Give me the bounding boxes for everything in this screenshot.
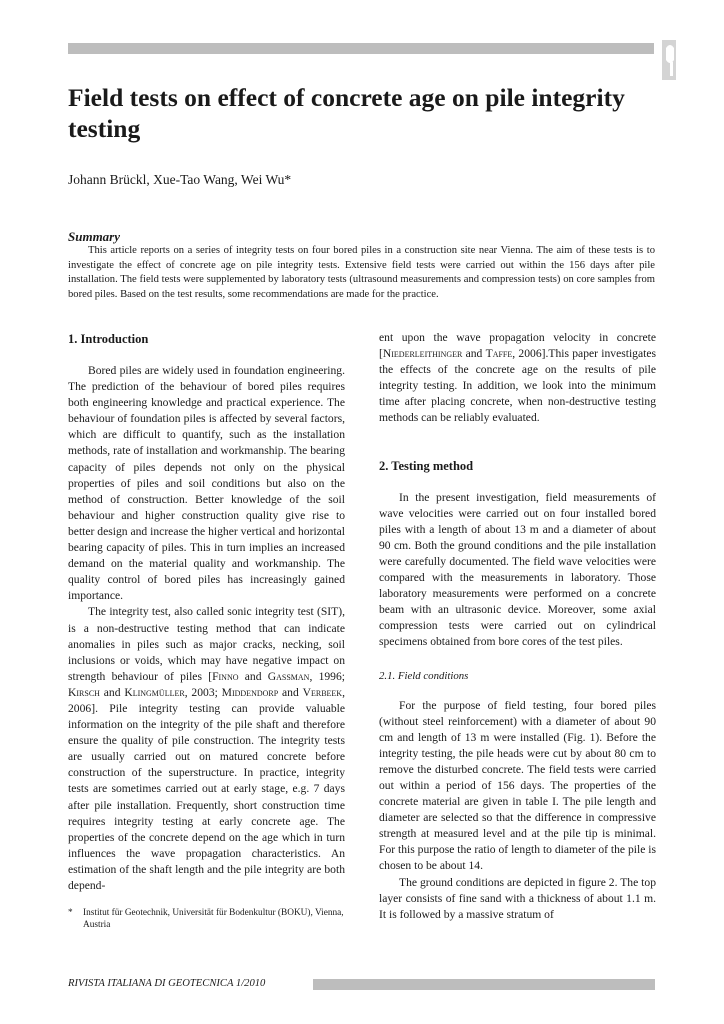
author-list: Johann Brückl, Xue-Tao Wang, Wei Wu* — [68, 172, 292, 187]
footnote-text: Institut für Geotechnik, Universität für Bodenkultur (BOKU), Vienna, Austria — [83, 908, 344, 931]
citation-author: Kirsch — [68, 685, 100, 699]
testing-paragraph-3: The ground conditions are depicted in figure 2. The top layer consists of fine sand with a thickness of about 1.1 m. It is followed by a massive stratum of — [379, 875, 656, 921]
footnote — [68, 907, 348, 932]
citation-author: Taffe — [485, 347, 513, 361]
header-decorative-bar — [68, 43, 654, 54]
article-title: Field tests on effect of concrete age on pile integrity testing — [68, 83, 625, 143]
section-heading-testing-method: 2. Testing method — [379, 458, 474, 473]
summary-text: This article reports on a series of integrity tests on four bored piles in a construction site near Vienna. The aim of these tests is to investigate the effect of concrete age on pile integrity tests. Extensive field tests were carried out within the 156 days after pile installation. The field tests were supplemented by laboratory tests (ultrasound measurements and compression tests) on core samples from bored piles. Based on the test results, some recommendations are made for the practice. — [68, 245, 655, 300]
right-column — [379, 330, 656, 923]
left-column — [68, 330, 345, 894]
intro-paragraph-1: Bored piles are widely used in foundation engineering. The prediction of the behaviour of bored piles requires both engineering knowledge and practical experience. The behaviour of foundation piles is affected by several factors, which are difficult to quantify, such as the installation methods, rate of installation and workmanship. The bearing capacity of piles depends not only on the physical properties of piles and soil conditions but also on the method of construction. Better knowledge of the soil behaviour and higher construction quality give rise to better design and increase the higher vertical and horizontal bearing capacity of piles. This in turn implies an increased demand on the material quality and workmanship. The quality control of bored piles has increasingly gained importance. — [68, 364, 345, 603]
footnote-mark: * — [68, 908, 73, 918]
footer-decorative-bar — [313, 979, 655, 990]
citation-author: Verbeek — [302, 685, 343, 699]
citation-author: Finno — [212, 669, 239, 683]
summary-heading: Summary — [68, 229, 121, 244]
section-heading-introduction: 1. Introduction — [68, 332, 149, 346]
journal-name: RIVISTA ITALIANA DI GEOTECNICA 1/2010 — [68, 978, 266, 989]
intro-paragraph-2: The integrity test, also called sonic integrity test (SIT), is a non-destructive testing method that can indicate anomalies in piles such as major cracks, necking, soil inclusions or voids, which may have negative impact on strength behaviour of piles [Finno and Gassman, 1996; Kirsch and Klingmüller, 2003; Middendorp and Verbeek, 2006]. Pile integrity testing can provide valuable information on the integrity of the pile shaft and therefore ensure the quality of pile construction. The integrity tests are usually carried out on matured concrete before construction of the superstructure. In practice, integrity tests are sometimes carried out at early stage, e.g. 7 days after pile installation. Frequently, short construction time requires integrity testing at early concrete age. The properties of the concrete depend on the age which in turn influences the wave propagation characteristics. An estimation of the shaft length and the pile integrity are both depend- — [68, 605, 345, 892]
citation-author: Niederleithinger — [382, 347, 463, 361]
journal-logo-icon — [660, 38, 678, 82]
testing-paragraph-1: In the present investigation, field measurements of wave velocities were carried out on four installed bored piles with a length of about 13 m and a diameter of about 90 cm. Both the ground conditions and the pile installation were carefully documented. The field wave velocities were compared with the measurements in laboratory. Those laboratory measurements were performed on a concrete beam with an ultrasonic device. Moreover, some axial compression tests were carried out on cylindrical specimens obtained from bore cores of the test piles. — [379, 490, 656, 649]
testing-paragraph-2: For the purpose of field testing, four bored piles (without steel reinforcement) with a diameter of about 90 cm and length of 13 m were installed (Fig. 1). Before the integrity testing, the pile heads were cut by about 80 cm to remove the disturbed concrete. The field tests were carried out within a period of 156 days. The properties of the concrete material are given in table I. The pile length and diameter are selected so that the difference in compressive strength at measured level and at the pile tip is minimal. For this purpose the ratio of length to diameter of the pile is chosen to be about 14. — [379, 698, 656, 873]
intro-paragraph-continued: ent upon the wave propagation velocity in concrete [Niederleithinger and Taffe, 2006].This paper investigates the effects of the concrete age on the results of pile integrity testing. In addition, we look into the minimum time after placing concrete, when non-destructive testing methods can be reliably evaluated. — [379, 331, 656, 425]
subsection-heading-field-conditions: 2.1. Field conditions — [379, 669, 469, 682]
citation-author: Gassman — [267, 669, 310, 683]
citation-author: Middendorp — [221, 685, 279, 699]
citation-author: Klingmüller — [124, 685, 185, 699]
